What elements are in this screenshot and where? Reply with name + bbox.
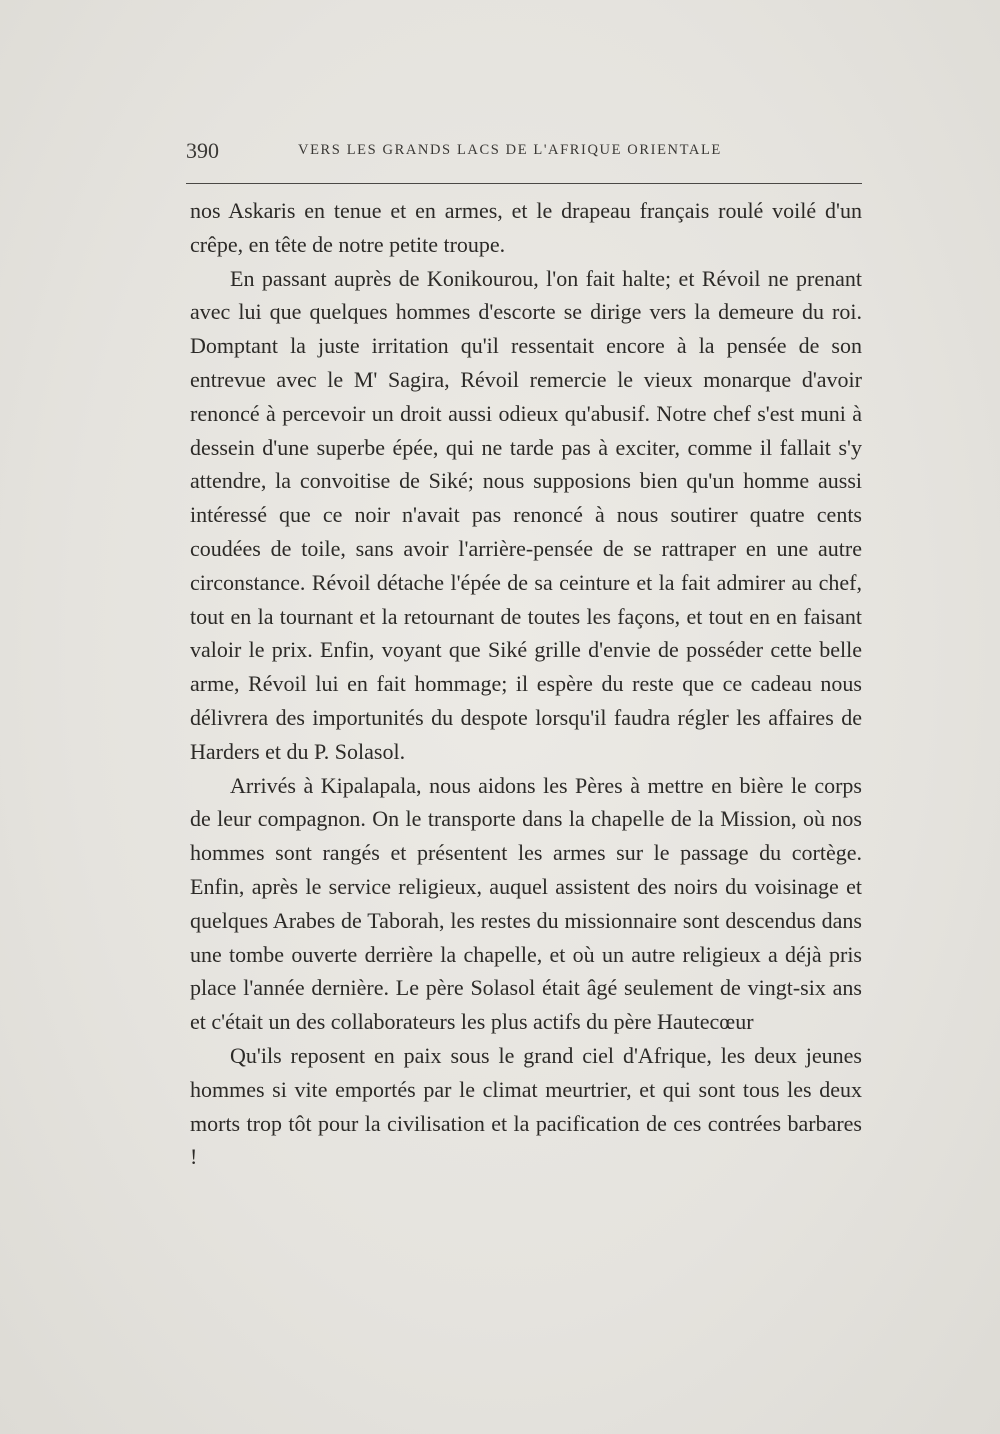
paragraph: Arrivés à Kipalapala, nous aidons les Pères à mettre en bière le corps de leur compagnon. On le transporte dans la chapelle de la Mission, où nos hommes sont rangés et présentent les armes sur le passage du cortège. Enfin, après le service religieux, auquel assistent des noirs du voisinage et quelques Arabes de Taborah, les restes du missionnaire sont descendus dans une tombe ouverte derrière la chapelle, et où un autre religieux a déjà pris place l'année dernière. Le père Solasol était âgé seulement de vingt-six ans et c'était un des collaborateurs les plus actifs du père Hautecœur: [190, 772, 862, 1035]
paragraph-continuation: nos Askaris en tenue et en armes, et le drapeau français roulé voilé d'un crêpe, en tête de notre petite troupe.: [190, 198, 862, 257]
paragraph: Qu'ils reposent en paix sous le grand ciel d'Afrique, les deux jeunes hommes si vite emportés par le climat meurtrier, et qui sont tous les deux morts trop tôt pour la civilisation et la pacification de ces contrées barbares !: [190, 1042, 862, 1170]
page-number: 390: [186, 138, 219, 163]
body-text: [190, 194, 862, 1174]
running-head: [186, 138, 862, 168]
header-rule: [186, 183, 862, 184]
running-title: VERS LES GRANDS LACS DE L'AFRIQUE ORIENTALE: [298, 142, 722, 158]
paragraph: En passant auprès de Konikourou, l'on fait halte; et Révoil ne prenant avec lui que quelques hommes d'escorte se dirige vers la demeure du roi. Domptant la juste irritation qu'il ressentait encore à la pensée de son entrevue avec le M' Sagira, Révoil remercie le vieux monarque d'avoir renoncé à percevoir un droit aussi odieux qu'abusif. Notre chef s'est muni à dessein d'une superbe épée, qui ne tarde pas à exciter, comme il fallait s'y attendre, la convoitise de Siké; nous supposions bien qu'un homme aussi intéressé que ce noir n'avait pas renoncé à nous soutirer quatre cents coudées de toile, sans avoir l'arrière-pensée de se rattraper en une autre circonstance. Révoil détache l'épée de sa ceinture et la fait admirer au chef, tout en la tournant et la retournant de toutes les façons, et tout en en faisant valoir le prix. Enfin, voyant que Siké grille d'envie de posséder cette belle arme, Révoil lui en fait hommage; il espère du reste que ce cadeau nous délivrera des importunités du despote lorsqu'il faudra régler les affaires de Harders et du P. Solasol.: [190, 265, 862, 764]
